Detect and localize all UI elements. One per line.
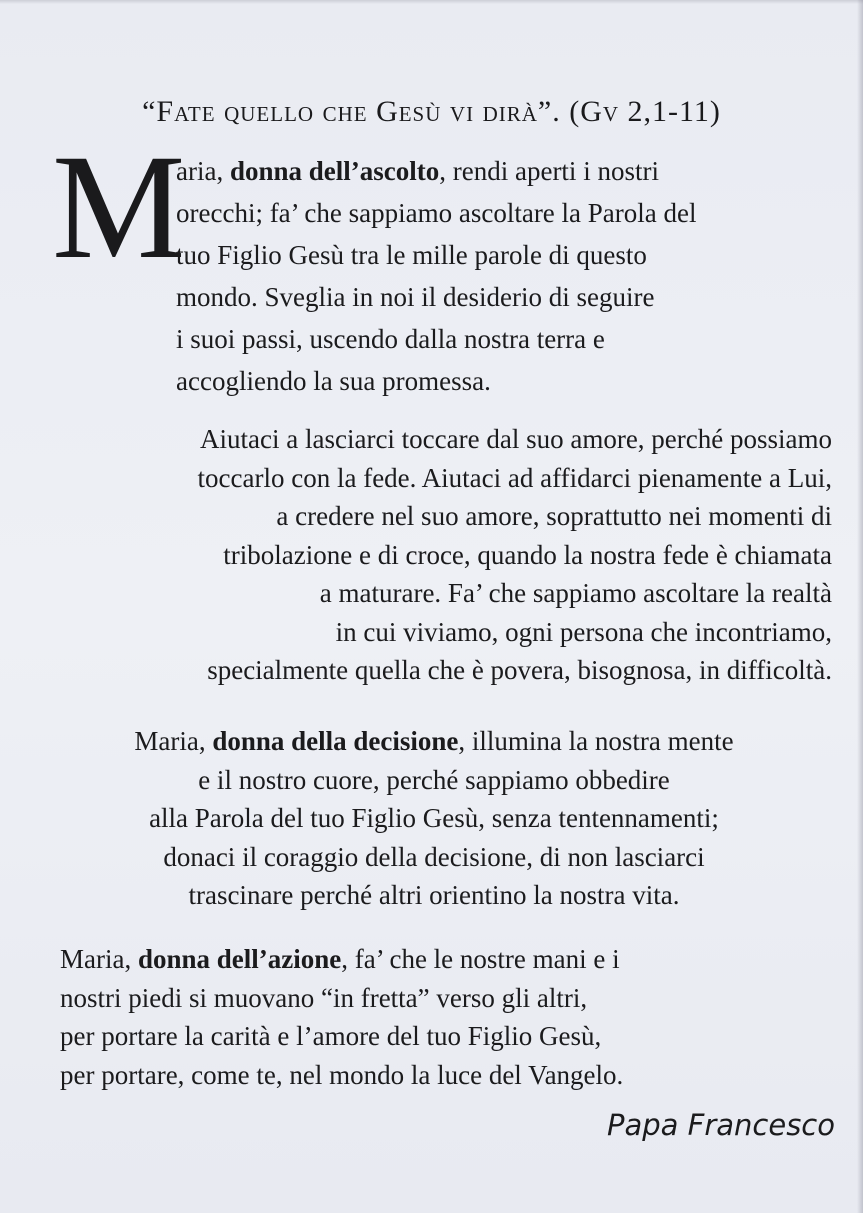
paragraph-line bbox=[176, 150, 659, 192]
card-top-edge bbox=[0, 0, 863, 4]
paragraph-line: a credere nel suo amore, soprattutto nei momenti di bbox=[276, 501, 832, 531]
bold-phrase: donna dell’ascolto bbox=[229, 156, 440, 186]
text-run: Maria, bbox=[60, 944, 138, 974]
paragraph-line: a maturare. Fa’ che sappiamo ascoltare la realtà bbox=[319, 578, 832, 608]
text-run: , fa’ che le nostre mani e i bbox=[341, 944, 620, 974]
paragraph-line: per portare la carità e l’amore del tuo Figlio Gesù, bbox=[60, 1021, 602, 1051]
paragraph-line: specialmente quella che è povera, bisognosa, in difficoltà. bbox=[207, 655, 832, 685]
text-run: , rendi aperti i nostri bbox=[439, 156, 659, 186]
paragraph-line: alla Parola del tuo Figlio Gesù, senza tentennamenti; bbox=[149, 803, 719, 833]
paragraph-line: in cui viviamo, ogni persona che incontriamo, bbox=[335, 616, 832, 647]
paragraph-line bbox=[60, 940, 860, 979]
text-run: , illumina la nostra mente bbox=[458, 726, 734, 756]
drop-cap: M bbox=[52, 124, 186, 290]
prayer-heading: “Fate quello che Gesù vi dirà”. (Gv 2,1-11) bbox=[142, 95, 721, 128]
paragraph-line: nostri piedi si muovano “in fretta” verso gli altri, bbox=[60, 982, 588, 1013]
paragraph-aiutaci bbox=[40, 420, 832, 690]
paragraph-line: Aiutaci a lasciarci toccare dal suo amore, perché possiamo bbox=[200, 424, 832, 454]
paragraph-line: trascinare perché altri orientino la nostra vita. bbox=[188, 880, 680, 910]
paragraph-line: donaci il coraggio della decisione, di non lasciarci bbox=[163, 841, 705, 872]
paragraph-line: per portare, come te, nel mondo la luce del Vangelo. bbox=[60, 1059, 624, 1090]
paragraph-line: orecchi; fa’ che sappiamo ascoltare la Parola del bbox=[176, 198, 697, 228]
paragraph-line: toccarlo con la fede. Aiutaci ad affidarci pienamente a Lui, bbox=[197, 462, 832, 493]
paragraph-line: tribolazione e di croce, quando la nostra fede è chiamata bbox=[223, 539, 832, 570]
paragraph-line: e il nostro cuore, perché sappiamo obbedire bbox=[198, 764, 670, 795]
paragraph-line: mondo. Sveglia in noi il desiderio di seguire bbox=[176, 282, 655, 312]
paragraph-decisione bbox=[30, 722, 838, 915]
bold-phrase: donna della decisione bbox=[212, 726, 459, 756]
text-run: aria, bbox=[176, 156, 230, 186]
text-run: Maria, bbox=[134, 726, 213, 756]
paragraph-line: i suoi passi, uscendo dalla nostra terra e bbox=[176, 324, 605, 354]
paragraph-line: tuo Figlio Gesù tra le mille parole di questo bbox=[176, 240, 647, 270]
paragraph-line: accogliendo la sua promessa. bbox=[176, 366, 491, 396]
bold-phrase: donna dell’azione bbox=[137, 944, 342, 974]
paragraph-azione bbox=[60, 940, 860, 1094]
signature: Papa Francesco bbox=[607, 1108, 835, 1142]
paragraph-line bbox=[30, 722, 838, 761]
